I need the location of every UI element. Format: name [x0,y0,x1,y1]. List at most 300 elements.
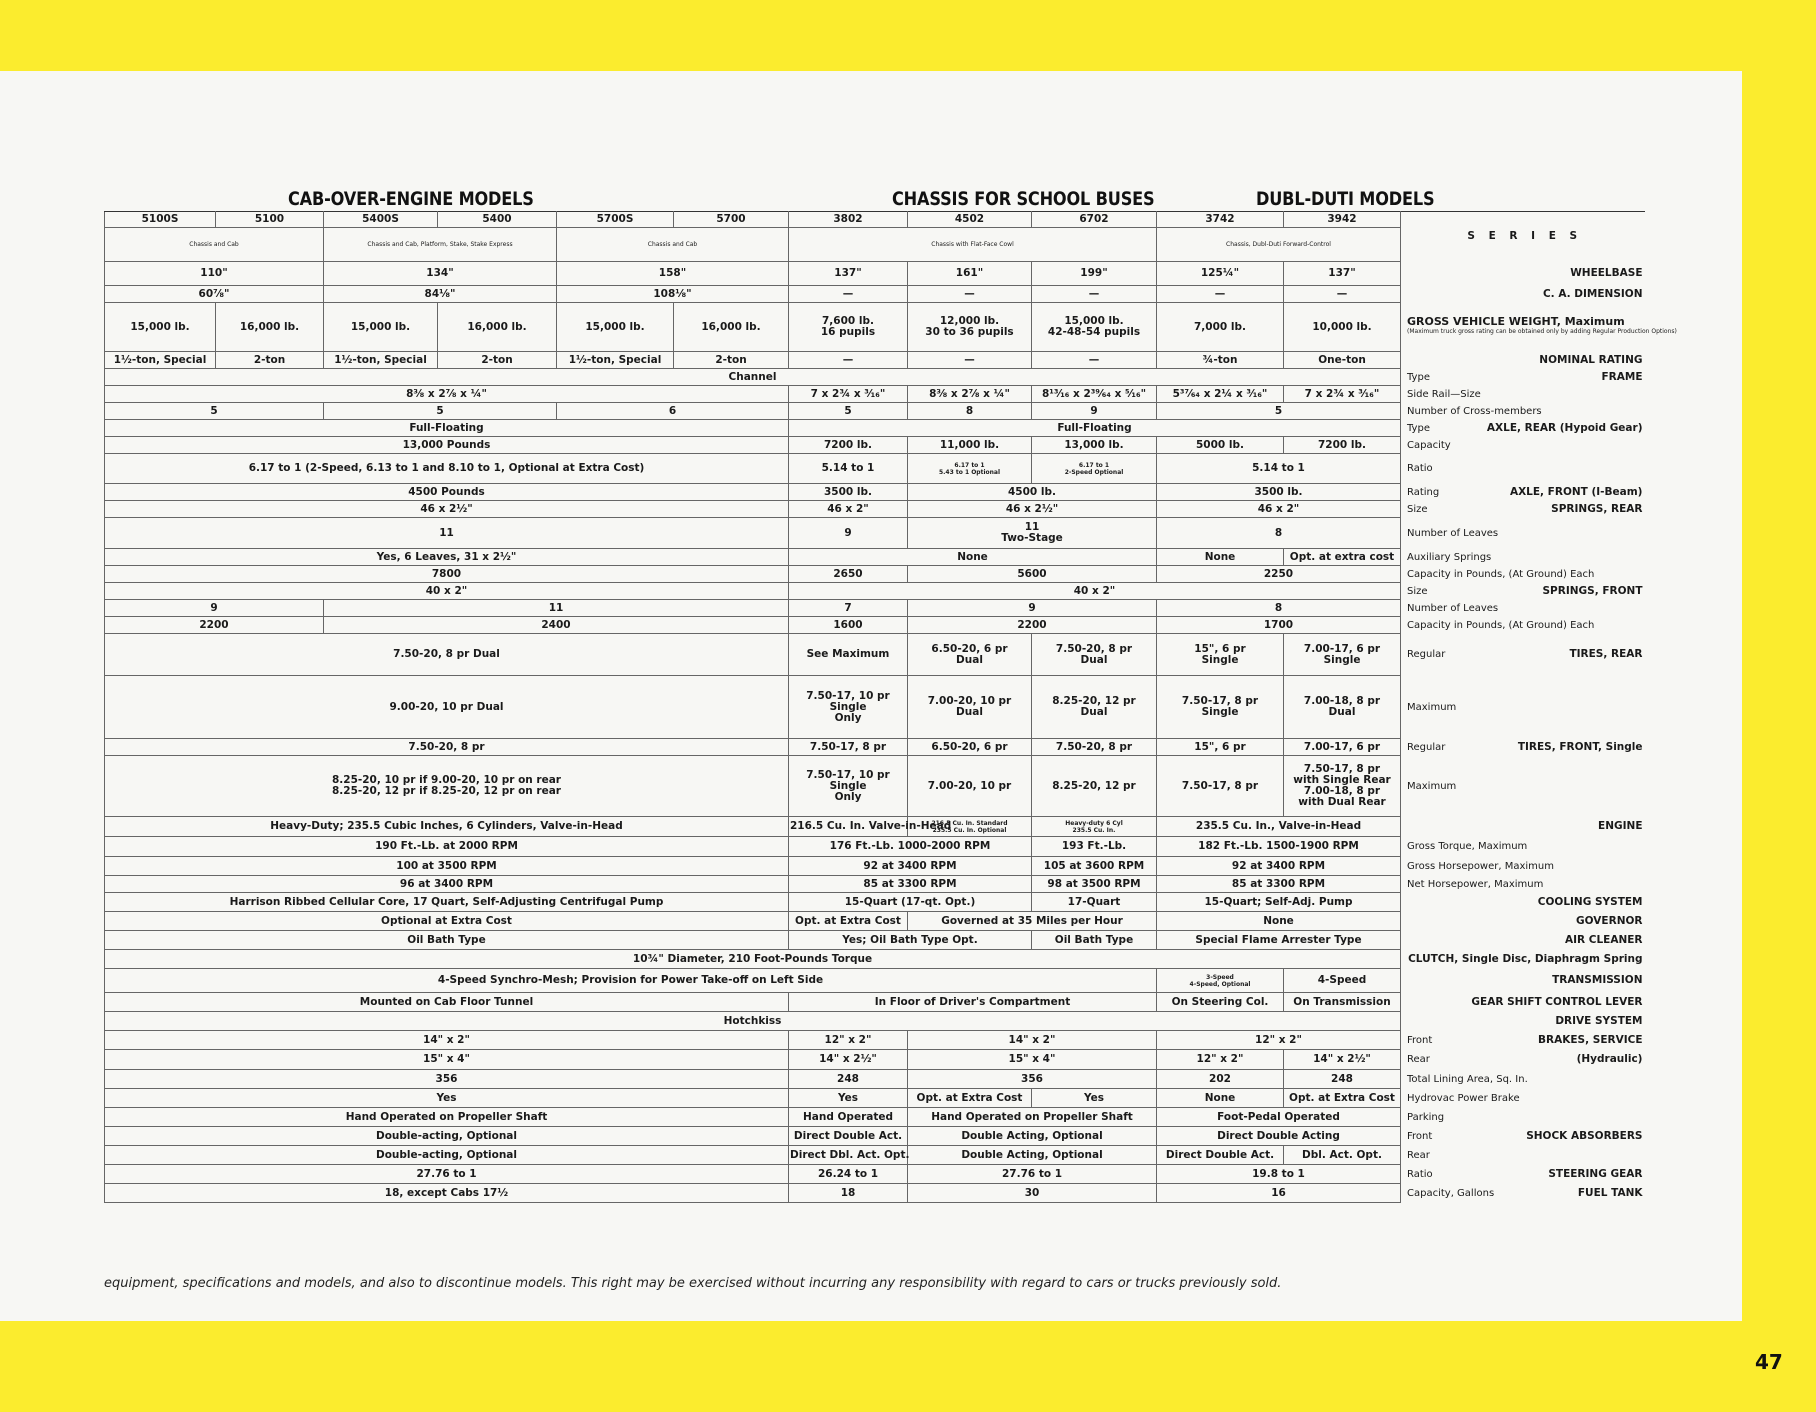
spec-row [105,1165,1645,1184]
spec-cell: Direct Dbl. Act. Opt. [789,1146,908,1165]
spec-cell: 46 x 2½" [105,501,789,518]
spec-row [105,484,1645,501]
spec-cell: 2400 [324,617,789,634]
spec-cell: 182 Ft.-Lb. 1500-1900 RPM [1157,837,1401,857]
spec-label: TRANSMISSION [1401,969,1645,993]
spec-cell: Oil Bath Type [1032,931,1157,950]
spec-cell: 7,000 lb. [1157,303,1284,352]
spec-cell: Double Acting, Optional [908,1146,1157,1165]
spec-cell: 16 [1157,1184,1401,1203]
spec-cell: 5000 lb. [1157,437,1284,454]
spec-label: GROSS VEHICLE WEIGHT, Maximum (Maximum truck gross rating can be obtained only by adding Regular Production Options) [1401,303,1645,352]
spec-cell: 16,000 lb. [438,303,557,352]
spec-cell: 125¼" [1157,262,1284,286]
spec-cell: 7.00-17, 6 pr Single [1284,634,1401,676]
spec-cell: Optional at Extra Cost [105,912,789,931]
spec-cell: 7.00-20, 10 pr Dual [908,676,1032,739]
model-cell: 4502 [908,212,1032,228]
spec-cell: 12,000 lb. 30 to 36 pupils [908,303,1032,352]
spec-row [105,1127,1645,1146]
spec-row [105,262,1645,286]
spec-cell: 7.50-17, 10 pr Single Only [789,676,908,739]
spec-cell: 98 at 3500 RPM [1032,876,1157,893]
spec-cell: Foot-Pedal Operated [1157,1108,1401,1127]
spec-cell: 7.50-20, 8 pr Dual [105,634,789,676]
spec-cell: Direct Double Act. [789,1127,908,1146]
model-cell: 3742 [1157,212,1284,228]
spec-cell: 6.17 to 1 (2-Speed, 6.13 to 1 and 8.10 to 1, Optional at Extra Cost) [105,454,789,484]
spec-cell: 15", 6 pr Single [1157,634,1284,676]
model-cell: 6702 [1032,212,1157,228]
spec-cell: 9 [908,600,1157,617]
spec-cell: ¾-ton [1157,352,1284,369]
spec-cell: 7.50-17, 8 pr Single [1157,676,1284,739]
spec-cell: 60⅞" [105,286,324,303]
spec-cell: 7.50-20, 8 pr [105,739,789,756]
spec-cell: 18, except Cabs 17½ [105,1184,789,1203]
spec-cell: 5 [105,403,324,420]
spec-cell: Full-Floating [105,420,789,437]
spec-cell: 9.00-20, 10 pr Dual [105,676,789,739]
spec-cell: On Transmission [1284,993,1401,1012]
spec-cell: 18 [789,1184,908,1203]
spec-cell: 27.76 to 1 [908,1165,1157,1184]
spec-cell: 105 at 3600 RPM [1032,857,1157,876]
spec-label: Total Lining Area, Sq. In. [1401,1070,1645,1089]
spec-label: GOVERNOR [1401,912,1645,931]
spec-label: Ratio STEERING GEAR [1401,1165,1645,1184]
spec-row [105,837,1645,857]
spec-cell: 1½-ton, Special [557,352,674,369]
spec-label: Gross Horsepower, Maximum [1401,857,1645,876]
spec-cell: On Steering Col. [1157,993,1284,1012]
spec-cell: 12" x 2" [789,1031,908,1050]
spec-cell: 15" x 4" [908,1050,1157,1070]
spec-cell: Heavy-Duty; 235.5 Cubic Inches, 6 Cylinders, Valve-in-Head [105,817,789,837]
spec-label: Capacity in Pounds, (At Ground) Each [1401,617,1645,634]
body-type-cell: Chassis and Cab, Platform, Stake, Stake Express [324,228,557,262]
body-type-cell: Chassis with Flat-Face Cowl [789,228,1157,262]
spec-label: Rating AXLE, FRONT (I-Beam) [1401,484,1645,501]
spec-cell: Yes [105,1089,789,1108]
spec-label: Net Horsepower, Maximum [1401,876,1645,893]
spec-label: Type FRAME [1401,369,1645,386]
spec-cell: Yes [789,1089,908,1108]
spec-cell: 8.25-20, 12 pr Dual [1032,676,1157,739]
header-cab-over-engine: CAB-OVER-ENGINE MODELS [288,188,534,210]
spec-cell: 14" x 2" [908,1031,1157,1050]
spec-cell: Hand Operated on Propeller Shaft [105,1108,789,1127]
spec-row [105,950,1645,969]
spec-row [105,876,1645,893]
spec-row [105,617,1645,634]
spec-cell: 4500 Pounds [105,484,789,501]
series-label: S E R I E S [1401,212,1645,262]
spec-row [105,518,1645,549]
spec-cell: 2200 [908,617,1157,634]
spec-cell: — [1284,286,1401,303]
spec-table [104,211,1677,1203]
spec-cell: 2-ton [216,352,324,369]
spec-row [105,420,1645,437]
spec-cell: 11 Two-Stage [908,518,1157,549]
spec-cell: Direct Double Acting [1157,1127,1401,1146]
spec-row [105,1146,1645,1165]
spec-cell: 2200 [105,617,324,634]
spec-cell: 15", 6 pr [1157,739,1284,756]
spec-cell: 5 [1157,403,1401,420]
spec-cell: 40 x 2" [789,583,1401,600]
footnote: equipment, specifications and models, and also to discontinue models. This right may be exercised without incurring any responsibility with regard to cars or trucks previously sold. [104,1276,1282,1291]
spec-cell: 6.50-20, 6 pr Dual [908,634,1032,676]
model-cell: 5100S [105,212,216,228]
spec-cell: None [1157,549,1284,566]
spec-label: Ratio [1401,454,1645,484]
spec-row [105,600,1645,617]
spec-cell: 199" [1032,262,1157,286]
spec-cell: Opt. at extra cost [1284,549,1401,566]
spec-cell: 2250 [1157,566,1401,583]
spec-label: CLUTCH, Single Disc, Diaphragm Spring [1401,950,1645,969]
spec-cell: 15,000 lb. 42-48-54 pupils [1032,303,1157,352]
spec-cell: Hand Operated on Propeller Shaft [908,1108,1157,1127]
spec-cell: 8¹³⁄₁₆ x 2³⁹⁄₆₄ x ⁵⁄₁₆" [1032,386,1157,403]
spec-cell: 26.24 to 1 [789,1165,908,1184]
spec-cell: 6.17 to 1 2-Speed Optional [1032,454,1157,484]
spec-row [105,931,1645,950]
spec-row [105,1031,1645,1050]
spec-cell: 8.25-20, 12 pr [1032,756,1157,817]
spec-cell: 161" [908,262,1032,286]
spec-cell: 2-ton [674,352,789,369]
spec-cell: 84⅛" [324,286,557,303]
spec-label: Maximum [1401,756,1645,817]
spec-label: Capacity [1401,437,1645,454]
spec-cell: In Floor of Driver's Compartment [789,993,1157,1012]
spec-cell: Opt. at Extra Cost [908,1089,1032,1108]
spec-cell: 17-Quart [1032,893,1157,912]
spec-label: DRIVE SYSTEM [1401,1012,1645,1031]
spec-label: Side Rail—Size [1401,386,1645,403]
spec-cell: 158" [557,262,789,286]
model-cell: 3942 [1284,212,1401,228]
spec-cell: 7,600 lb. 16 pupils [789,303,908,352]
spec-cell: 15,000 lb. [557,303,674,352]
spec-cell: 11,000 lb. [908,437,1032,454]
spec-cell: 7800 [105,566,789,583]
spec-cell: See Maximum [789,634,908,676]
spec-cell: 14" x 2½" [789,1050,908,1070]
model-cell: 5700S [557,212,674,228]
spec-row [105,817,1645,837]
header-dubl-duti: DUBL-DUTI MODELS [1256,188,1435,210]
spec-row [105,857,1645,876]
spec-cell: 5600 [908,566,1157,583]
spec-cell: 4-Speed Synchro-Mesh; Provision for Power Take-off on Left Side [105,969,1157,993]
spec-label: GEAR SHIFT CONTROL LEVER [1401,993,1645,1012]
spec-cell: 10,000 lb. [1284,303,1401,352]
spec-row [105,303,1645,352]
spec-cell: 6.17 to 1 5.43 to 1 Optional [908,454,1032,484]
spec-cell: Mounted on Cab Floor Tunnel [105,993,789,1012]
spec-row [105,1012,1645,1031]
spec-cell: 190 Ft.-Lb. at 2000 RPM [105,837,789,857]
spec-cell: 9 [105,600,324,617]
spec-cell: 3-Speed 4-Speed, Optional [1157,969,1284,993]
spec-row [105,549,1645,566]
spec-cell: 7.50-17, 8 pr [789,739,908,756]
spec-label: Number of Cross-members [1401,403,1645,420]
spec-cell: — [789,352,908,369]
spec-cell: Channel [105,369,1401,386]
spec-cell: 8 [1157,518,1401,549]
spec-cell: 46 x 2½" [908,501,1157,518]
spec-cell: 15-Quart (17-qt. Opt.) [789,893,1032,912]
spec-cell: 7.50-17, 10 pr Single Only [789,756,908,817]
model-cell: 5400 [438,212,557,228]
spec-label: Front BRAKES, SERVICE [1401,1031,1645,1050]
spec-cell: 85 at 3300 RPM [1157,876,1401,893]
spec-row [105,369,1645,386]
spec-cell: — [908,286,1032,303]
spec-cell: Double-acting, Optional [105,1127,789,1146]
spec-label: Number of Leaves [1401,518,1645,549]
spec-cell: Harrison Ribbed Cellular Core, 17 Quart, Self-Adjusting Centrifugal Pump [105,893,789,912]
spec-cell: 6.50-20, 6 pr [908,739,1032,756]
spec-cell: 137" [789,262,908,286]
spec-row [105,739,1645,756]
body-type-cell: Chassis, Dubl-Duti Forward-Control [1157,228,1401,262]
spec-cell: 15,000 lb. [324,303,438,352]
spec-cell: 8 [908,403,1032,420]
spec-cell: One-ton [1284,352,1401,369]
spec-cell: 11 [105,518,789,549]
model-cell: 5700 [674,212,789,228]
spec-row [105,1089,1645,1108]
spec-label: Type AXLE, REAR (Hypoid Gear) [1401,420,1645,437]
spec-label: NOMINAL RATING [1401,352,1645,369]
spec-cell: 8⅜ x 2⅞ x ¼" [908,386,1032,403]
spec-cell: 13,000 lb. [1032,437,1157,454]
spec-row [105,386,1645,403]
spec-cell: Oil Bath Type [105,931,789,950]
spec-row [105,1050,1645,1070]
spec-cell: 5.14 to 1 [1157,454,1401,484]
spec-cell: 100 at 3500 RPM [105,857,789,876]
spec-cell: 108⅛" [557,286,789,303]
spec-row [105,403,1645,420]
spec-cell: 7.00-17, 6 pr [1284,739,1401,756]
spec-cell: 2-ton [438,352,557,369]
spec-cell: 5 [324,403,557,420]
spec-cell: Opt. at Extra Cost [789,912,908,931]
spec-cell: None [1157,912,1401,931]
spec-row [105,286,1645,303]
spec-cell: 1600 [789,617,908,634]
model-cell: 5100 [216,212,324,228]
spec-cell: 216.5 Cu. In. Standard 235.5 Cu. In. Optional [908,817,1032,837]
spec-cell: 202 [1157,1070,1284,1089]
spec-cell: Hand Operated [789,1108,908,1127]
spec-cell: 7.00-18, 8 pr Dual [1284,676,1401,739]
spec-cell: 4-Speed [1284,969,1401,993]
spec-row [105,437,1645,454]
body-type-cell: Chassis and Cab [557,228,789,262]
spec-cell: Yes, 6 Leaves, 31 x 2½" [105,549,789,566]
spec-cell: 1700 [1157,617,1401,634]
spec-cell: 7200 lb. [1284,437,1401,454]
spec-label: Regular TIRES, FRONT, Single [1401,739,1645,756]
spec-cell: Governed at 35 Miles per Hour [908,912,1157,931]
spec-cell: 7 [789,600,908,617]
spec-cell: 7200 lb. [789,437,908,454]
spec-cell: — [1157,286,1284,303]
body-type-cell: Chassis and Cab [105,228,324,262]
model-row [105,212,1645,228]
spec-label: AIR CLEANER [1401,931,1645,950]
spec-cell: 7.50-20, 8 pr [1032,739,1157,756]
spec-cell: 235.5 Cu. In., Valve-in-Head [1157,817,1401,837]
spec-cell: 356 [908,1070,1157,1089]
spec-cell: 11 [324,600,789,617]
spec-cell: Opt. at Extra Cost [1284,1089,1401,1108]
spec-cell: Double-acting, Optional [105,1146,789,1165]
spec-cell: Double Acting, Optional [908,1127,1157,1146]
spec-label: Capacity in Pounds, (At Ground) Each [1401,566,1645,583]
spec-cell: Dbl. Act. Opt. [1284,1146,1401,1165]
spec-cell: None [1157,1089,1284,1108]
spec-cell: 8.25-20, 10 pr if 9.00-20, 10 pr on rear 8.25-20, 12 pr if 8.25-20, 12 pr on rear [105,756,789,817]
spec-cell: 9 [1032,403,1157,420]
spec-row [105,893,1645,912]
spec-label: Maximum [1401,676,1645,739]
spec-label: Hydrovac Power Brake [1401,1089,1645,1108]
spec-cell: 92 at 3400 RPM [1157,857,1401,876]
spec-cell: 248 [1284,1070,1401,1089]
spec-label: Parking [1401,1108,1645,1127]
spec-label: Capacity, Gallons FUEL TANK [1401,1184,1645,1203]
spec-row [105,454,1645,484]
spec-cell: 137" [1284,262,1401,286]
spec-cell: 7.50-17, 8 pr [1157,756,1284,817]
spec-label: Rear (Hydraulic) [1401,1050,1645,1070]
page-number: 47 [1755,1350,1783,1374]
spec-cell: 8⅜ x 2⅞ x ¼" [105,386,789,403]
spec-cell: 356 [105,1070,789,1089]
spec-label: Regular TIRES, REAR [1401,634,1645,676]
spec-label: Rear [1401,1146,1645,1165]
spec-cell: 5 [789,403,908,420]
spec-cell: Direct Double Act. [1157,1146,1284,1165]
spec-cell: Heavy-duty 6 Cyl 235.5 Cu. In. [1032,817,1157,837]
spec-label: Auxiliary Springs [1401,549,1645,566]
spec-cell: 6 [557,403,789,420]
spec-label: C. A. DIMENSION [1401,286,1645,303]
spec-row [105,501,1645,518]
spec-cell: 134" [324,262,557,286]
spec-cell: 193 Ft.-Lb. [1032,837,1157,857]
spec-cell: 16,000 lb. [216,303,324,352]
spec-cell: 5³⁷⁄₆₄ x 2¼ x ³⁄₁₆" [1157,386,1284,403]
spec-cell: 12" x 2" [1157,1050,1284,1070]
spec-label: WHEELBASE [1401,262,1645,286]
spec-cell: 4500 lb. [908,484,1157,501]
spec-cell: Yes [1032,1089,1157,1108]
spec-cell: Special Flame Arrester Type [1157,931,1401,950]
spec-cell: 1½-ton, Special [105,352,216,369]
spec-cell: — [1032,352,1157,369]
spec-cell: 10¾" Diameter, 210 Foot-Pounds Torque [105,950,1401,969]
spec-row [105,756,1645,817]
spec-cell: 7 x 2¾ x ³⁄₁₆" [1284,386,1401,403]
spec-label: ENGINE [1401,817,1645,837]
spec-cell: 14" x 2½" [1284,1050,1401,1070]
spec-cell: 176 Ft.-Lb. 1000-2000 RPM [789,837,1032,857]
spec-cell: 7.50-20, 8 pr Dual [1032,634,1157,676]
spec-cell: Yes; Oil Bath Type Opt. [789,931,1032,950]
spec-label: Gross Torque, Maximum [1401,837,1645,857]
spec-label: Size SPRINGS, REAR [1401,501,1645,518]
spec-cell: 3500 lb. [1157,484,1401,501]
spec-cell: 7.50-17, 8 pr with Single Rear 7.00-18, 8 pr with Dual Rear [1284,756,1401,817]
model-cell: 5400S [324,212,438,228]
spec-row [105,912,1645,931]
spec-cell: 2650 [789,566,908,583]
spec-cell: 15-Quart; Self-Adj. Pump [1157,893,1401,912]
spec-cell: — [908,352,1032,369]
spec-cell: 12" x 2" [1157,1031,1401,1050]
spec-cell: 110" [105,262,324,286]
spec-cell: 8 [1157,600,1401,617]
spec-row [105,1184,1645,1203]
header-school-buses: CHASSIS FOR SCHOOL BUSES [892,188,1155,210]
spec-row [105,634,1645,676]
spec-cell: Full-Floating [789,420,1401,437]
spec-cell: 5.14 to 1 [789,454,908,484]
spec-cell: 216.5 Cu. In. Valve-in-Head [789,817,908,837]
spec-cell: 85 at 3300 RPM [789,876,1032,893]
spec-cell: 16,000 lb. [674,303,789,352]
spec-row [105,1070,1645,1089]
spec-cell: — [1032,286,1157,303]
spec-cell: 92 at 3400 RPM [789,857,1032,876]
spec-cell: Hotchkiss [105,1012,1401,1031]
spec-cell: 3500 lb. [789,484,908,501]
spec-cell: 96 at 3400 RPM [105,876,789,893]
spec-cell: 15" x 4" [105,1050,789,1070]
spec-row [105,566,1645,583]
spec-row [105,352,1645,369]
spec-label: Number of Leaves [1401,600,1645,617]
spec-label: Size SPRINGS, FRONT [1401,583,1645,600]
spec-row [105,969,1645,993]
spec-cell: 13,000 Pounds [105,437,789,454]
spec-cell: 9 [789,518,908,549]
spec-cell: 248 [789,1070,908,1089]
spec-cell: 7 x 2¾ x ³⁄₁₆" [789,386,908,403]
spec-label: Front SHOCK ABSORBERS [1401,1127,1645,1146]
spec-cell: 19.8 to 1 [1157,1165,1401,1184]
spec-cell: 46 x 2" [789,501,908,518]
spec-cell: 30 [908,1184,1157,1203]
spec-cell: 14" x 2" [105,1031,789,1050]
spec-label: COOLING SYSTEM [1401,893,1645,912]
spec-row [105,676,1645,739]
spec-row [105,583,1645,600]
spec-cell: 46 x 2" [1157,501,1401,518]
model-cell: 3802 [789,212,908,228]
spec-cell: — [789,286,908,303]
